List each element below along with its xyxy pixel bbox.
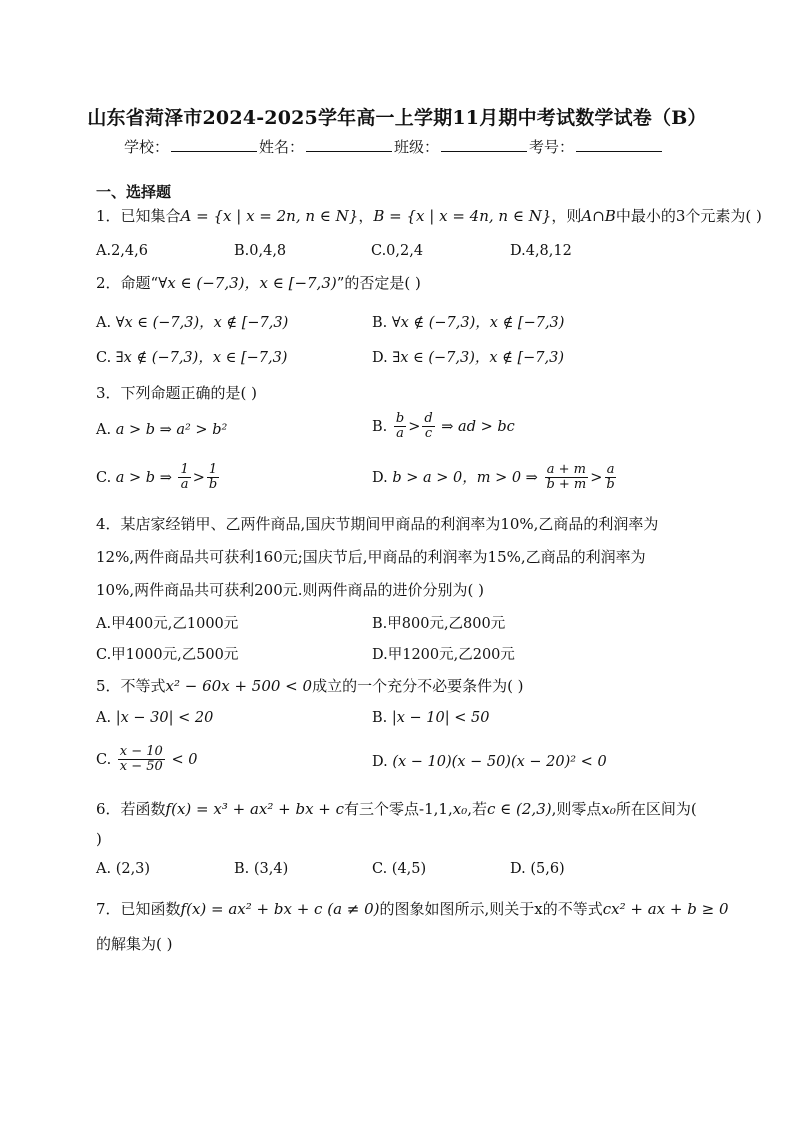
q5-prefix: 5．不等式 — [96, 677, 166, 695]
q3-c-head: a > b ⇒ — [115, 469, 172, 486]
q7-ineq: cx² + ax + b ≥ 0 — [602, 900, 729, 918]
q3-c-d1: a — [180, 477, 189, 493]
q5-option-b[interactable] — [372, 710, 489, 726]
question-5 — [96, 675, 524, 696]
q4-option-a[interactable]: A.甲400元,乙1000元 — [96, 616, 239, 632]
q6-x0: x₀ — [452, 800, 468, 818]
q5-c-den: x − 50 — [119, 759, 163, 775]
q3-d-label: D. — [372, 469, 388, 486]
q2-option-a[interactable] — [96, 311, 288, 332]
q3-d-d2: b — [606, 477, 615, 493]
q3-d-head: b > a > 0，m > 0 ⇒ — [392, 469, 538, 486]
q2-c-expr: ∃x ∉ (−7,3)，x ∈ [−7,3) — [115, 350, 288, 366]
q5-b-expr: |x − 10| < 50 — [391, 710, 490, 726]
q3-d-frac1 — [544, 463, 588, 493]
q7-expr: f(x) = ax² + bx + c (a ≠ 0) — [180, 900, 380, 918]
q5-d-label: D. — [372, 754, 388, 770]
question-7-line-2: 的解集为( ) — [96, 935, 173, 953]
q1-option-c[interactable]: C.0,2,4 — [371, 243, 424, 259]
page-title: 山东省菏泽市2024-2025学年高一上学期11月期中考试数学试卷（B） — [87, 107, 707, 129]
q3-c-label: C. — [96, 469, 112, 486]
question-1 — [96, 205, 762, 226]
q4-option-d[interactable]: D.甲1200元,乙200元 — [372, 647, 515, 663]
q6-option-b[interactable]: B. (3,4) — [234, 861, 289, 877]
q4-option-c[interactable]: C.甲1000元,乙500元 — [96, 647, 239, 663]
question-6 — [96, 798, 697, 819]
q2-a-label: A. — [96, 315, 112, 331]
q3-b-n2: d — [424, 411, 433, 426]
q5-option-d[interactable] — [372, 754, 607, 770]
question-4-line-2: 12%,两件商品共可获利160元;国庆节后,甲商品的利润率为15%,乙商品的利润率为 — [96, 548, 646, 566]
q6-mid2: ,若 — [467, 800, 487, 818]
student-info-row — [124, 136, 664, 157]
q3-b-label: B. — [372, 418, 388, 435]
question-4-line-3: 10%,两件商品共可获利200元.则两件商品的进价分别为( ) — [96, 581, 484, 599]
q6-option-a[interactable]: A. (2,3) — [96, 861, 151, 877]
q2-option-b[interactable] — [372, 311, 564, 332]
q7-prefix: 7．已知函数 — [96, 900, 181, 918]
q2-prefix: 2．命题“ — [96, 274, 159, 292]
question-2 — [96, 272, 421, 293]
q6-prefix: 6．若函数 — [96, 800, 166, 818]
class-field — [394, 136, 529, 157]
q3-c-gt: > — [192, 469, 205, 486]
q2-d-expr: ∃x ∈ (−7,3)，x ∉ [−7,3) — [392, 350, 564, 366]
q3-b-frac2 — [422, 412, 434, 442]
q3-b-frac1 — [394, 412, 406, 442]
q3-b-d1: a — [396, 426, 404, 442]
q4-option-b[interactable]: B.甲800元,乙800元 — [372, 616, 506, 632]
q6-option-c[interactable]: C. (4,5) — [372, 861, 427, 877]
q1-sep: ， — [358, 207, 374, 225]
q3-a-expr: a > b ⇒ a² > b² — [115, 422, 228, 438]
q5-c-frac — [118, 745, 165, 775]
name-label: 姓名： — [259, 138, 305, 156]
q2-expr: ∀x ∈ (−7,3)，x ∈ [−7,3) — [158, 274, 337, 292]
q6-suffix: ,则零点 — [551, 800, 602, 818]
q6-cond: c ∈ (2,3) — [487, 800, 552, 818]
q1-set-a: A = {x | x = 2n, n ∈ N} — [180, 207, 359, 225]
q2-a-expr: ∀x ∈ (−7,3)，x ∉ [−7,3) — [115, 315, 289, 331]
q5-c-tail: < 0 — [171, 751, 198, 768]
school-blank[interactable] — [171, 137, 257, 152]
q5-suffix: 成立的一个充分不必要条件为( ) — [312, 677, 524, 695]
question-3: 3．下列命题正确的是( ) — [96, 384, 258, 402]
class-blank[interactable] — [441, 137, 527, 152]
q1-mid: ，则 — [551, 207, 582, 225]
q6-option-d[interactable]: D. (5,6) — [510, 861, 565, 877]
name-blank[interactable] — [306, 137, 392, 152]
q3-d-d1: b + m — [546, 477, 587, 493]
q3-c-d2: b — [208, 477, 218, 493]
q1-set-b: B = {x | x = 4n, n ∈ N} — [373, 207, 552, 225]
section-heading: 一、选择题 — [96, 183, 172, 201]
q3-a-label: A. — [96, 422, 112, 438]
q3-c-frac1 — [178, 463, 190, 493]
q2-suffix: ”的否定是( ) — [336, 274, 421, 292]
q2-option-c[interactable] — [96, 346, 287, 367]
q3-option-c[interactable] — [96, 463, 221, 493]
q3-c-n1: 1 — [180, 462, 189, 477]
exam-number-blank[interactable] — [576, 137, 662, 152]
q7-mid: 的图象如图所示,则关于x的不等式 — [379, 900, 603, 918]
q5-c-num: x − 10 — [119, 744, 163, 759]
q3-d-n1: a + m — [546, 462, 586, 477]
q3-d-frac2 — [604, 463, 616, 493]
q1-expr: A∩B — [581, 207, 616, 225]
q1-suffix: 中最小的3个元素为( ) — [615, 207, 762, 225]
q3-d-gt: > — [590, 469, 603, 486]
q6-x0b: x₀ — [601, 800, 616, 818]
question-4-line-1: 4．某店家经销甲、乙两件商品,国庆节期间甲商品的利润率为10%,乙商品的利润率为 — [96, 515, 659, 533]
q5-a-expr: |x − 30| < 20 — [115, 710, 214, 726]
q3-option-d[interactable] — [372, 463, 619, 493]
q6-tail: 所在区间为( — [615, 800, 697, 818]
q2-b-label: B. — [372, 315, 388, 331]
q3-b-d2: c — [424, 426, 433, 442]
exam-number-field — [529, 136, 664, 157]
q5-option-a[interactable] — [96, 710, 213, 726]
q2-d-label: D. — [372, 350, 388, 366]
q6-mid: 有三个零点-1,1, — [344, 800, 453, 818]
name-field — [259, 136, 394, 157]
q5-c-label: C. — [96, 751, 112, 768]
q5-d-expr: (x − 10)(x − 50)(x − 20)² < 0 — [392, 754, 607, 770]
question-6-line-2: ) — [96, 830, 102, 848]
q2-b-expr: ∀x ∉ (−7,3)，x ∉ [−7,3) — [391, 315, 565, 331]
school-label: 学校： — [124, 138, 170, 156]
q5-expr: x² − 60x + 500 < 0 — [165, 677, 313, 695]
q1-prefix: 1．已知集合 — [96, 207, 181, 225]
q3-option-b[interactable] — [372, 412, 515, 442]
q6-expr: f(x) = x³ + ax² + bx + c — [165, 800, 345, 818]
class-label: 班级： — [394, 138, 440, 156]
q1-option-d[interactable]: D.4,8,12 — [510, 243, 572, 259]
q1-option-a[interactable]: A.2,4,6 — [96, 243, 148, 259]
q2-option-d[interactable] — [372, 346, 564, 367]
exam-number-label: 考号： — [529, 138, 575, 156]
q3-b-n1: b — [395, 411, 405, 426]
q5-option-c[interactable] — [96, 745, 197, 775]
q3-b-tail: ⇒ ad > bc — [441, 418, 515, 435]
q5-a-label: A. — [96, 710, 112, 726]
q2-c-label: C. — [96, 350, 112, 366]
school-field — [124, 136, 259, 157]
q3-option-a[interactable] — [96, 422, 227, 438]
question-7 — [96, 898, 729, 919]
q5-b-label: B. — [372, 710, 388, 726]
q3-d-n2: a — [606, 462, 615, 477]
q3-c-n2: 1 — [208, 462, 218, 477]
q1-option-b[interactable]: B.0,4,8 — [234, 243, 287, 259]
q3-c-frac2 — [207, 463, 219, 493]
q3-b-gt: > — [408, 418, 421, 435]
